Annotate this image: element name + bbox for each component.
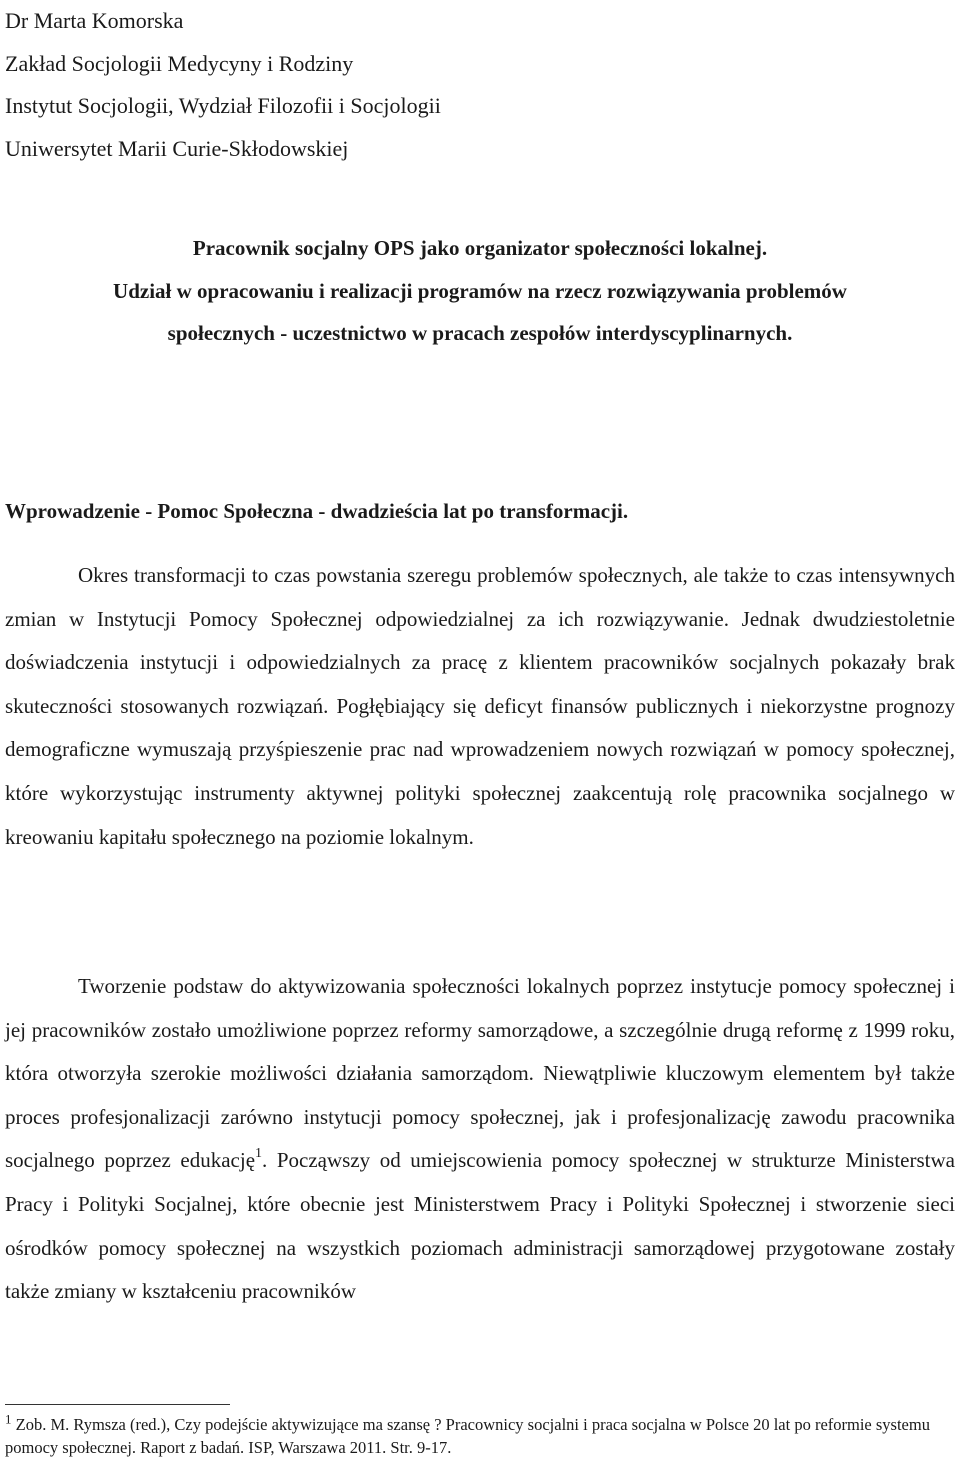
footnote-reference[interactable]: 1 [255,1146,263,1162]
department: Zakład Socjologii Medycyny i Rodziny [5,50,354,76]
section-heading: Wprowadzenie - Pomoc Społeczna - dwadzieścia lat po transformacji. [5,499,629,523]
title-line-2: Udział w opracowaniu i realizacji programów na rzecz rozwiązywania problemów [113,278,847,303]
document-title [5,227,955,355]
author-name: Dr Marta Komorska [5,8,184,33]
paragraph-2 [5,965,955,1314]
title-line-3: społecznych - uczestnictwo w pracach zespołów interdyscyplinarnych. [167,321,793,345]
footnote-text: Zob. M. Rymsza (red.), Czy podejście aktywizujące ma szansę ? Pracownicy socjalni i praca socjalna w Polsce 20 lat po reformie systemu pomocy społecznej. Raport z badań. ISP, Warszawa 2011. Str. 9-17. [5,1415,930,1457]
footnote [5,1413,955,1459]
paragraph-1: Okres transformacji to czas powstania szeregu problemów społecznych, ale także to czas intensywnych zmian w Instytucji Pomocy Społecznej odpowiedzialnej za ich rozwiązywanie. Jednak dwudziestoletnie doświadczenia instytucji i odpowiedzialnych za pracę z klientem pracowników socjalnych pokazały brak skuteczności stosowanych rozwiązań. Pogłębiający się deficyt finansów publicznych i niekorzystne prognozy demograficzne wymuszają przyśpieszenie prac nad wprowadzeniem nowych rozwiązań w pomocy społecznej, które wykorzystując instrumenty aktywnej polityki społecznej zaakcentują rolę pracownika socjalnego w kreowaniu kapitału społecznego na poziomie lokalnym. [5,563,955,849]
paragraph-2-text-b: . Począwszy od umiejscowienia pomocy społecznej w strukturze Ministerstwa Pracy i Polityki Socjalnej, które obecnie jest Ministerstwem Pracy i Polityki Społecznej i stworzenie sieci ośrodków pomocy społecznej na wszystkich poziomach administracji samorządowej przygotowane zostały także zmiany w kształceniu pracowników [5,1148,955,1304]
title-line-1: Pracownik socjalny OPS jako organizator społeczności lokalnej. [192,236,768,260]
university: Uniwersytet Marii Curie-Skłodowskiej [5,135,349,161]
author-affiliation [5,0,441,170]
footnote-separator [5,1404,230,1405]
footnote-number: 1 [5,1411,12,1427]
institute: Instytut Socjologii, Wydział Filozofii i Socjologii [5,93,441,118]
paragraph-2-text-a: Tworzenie podstaw do aktywizowania społeczności lokalnych poprzez instytucje pomocy społecznej i jej pracowników zostało umożliwione poprzez reformy samorządowe, a szczególnie drugą reformę z 1999 roku, która otworzyła szerokie możliwości działania samorządom. Niewątpliwie kluczowym elementem był także proces profesjonalizacji zarówno instytucji pomocy społecznej, jak i profesjonalizację zawodu pracownika socjalnego poprzez edukację [5,974,955,1173]
